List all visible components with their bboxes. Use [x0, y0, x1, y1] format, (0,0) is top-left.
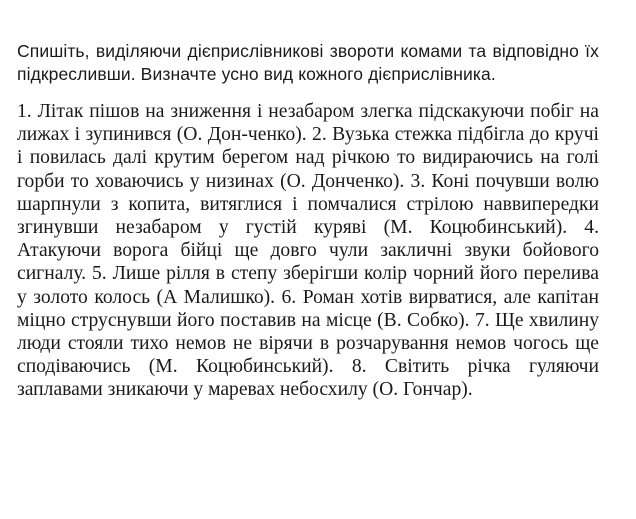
document-page	[17, 40, 599, 402]
exercise-text: 1. Літак пішов на зниження і незабаром злегка підскакуючи побіг на лижах і зупинився (О. Дон-ченко). 2. Вузька стежка підбігла до кручі і повилась далі крутим берегом над річкою то видираючись на голі горби то ховаючись у низинах (О. Донченко). 3. Коні почувши волю шарпнули з копита, витяглися і помчалися стрілою наввипередки згинувши незабаром у густій куряві (М. Коцюбинський). 4. Атакуючи ворога бійці ще довго чули закличні звуки бойового сигналу. 5. Лише рілля в степу зберігши колір чорний його перелива у золото колось (А Малишко). 6. Роман хотів вирватися, але капітан міцно струснувши його поставив на місце (В. Собко). 7. Ще хвилину люди стояли тихо немов не вірячи в розчарування немов чогось ще сподіваючись (М. Коцюбинський). 8. Світить річка гуляючи заплавами зникаючи у маревах небосхилу (О. Гончар).	[17, 101, 599, 401]
task-instruction: Спишіть, виділяючи дієприслівникові звороти комами та відповідно їх підкресливши. Визначте усно вид кожного дієприслівника.	[17, 41, 599, 84]
